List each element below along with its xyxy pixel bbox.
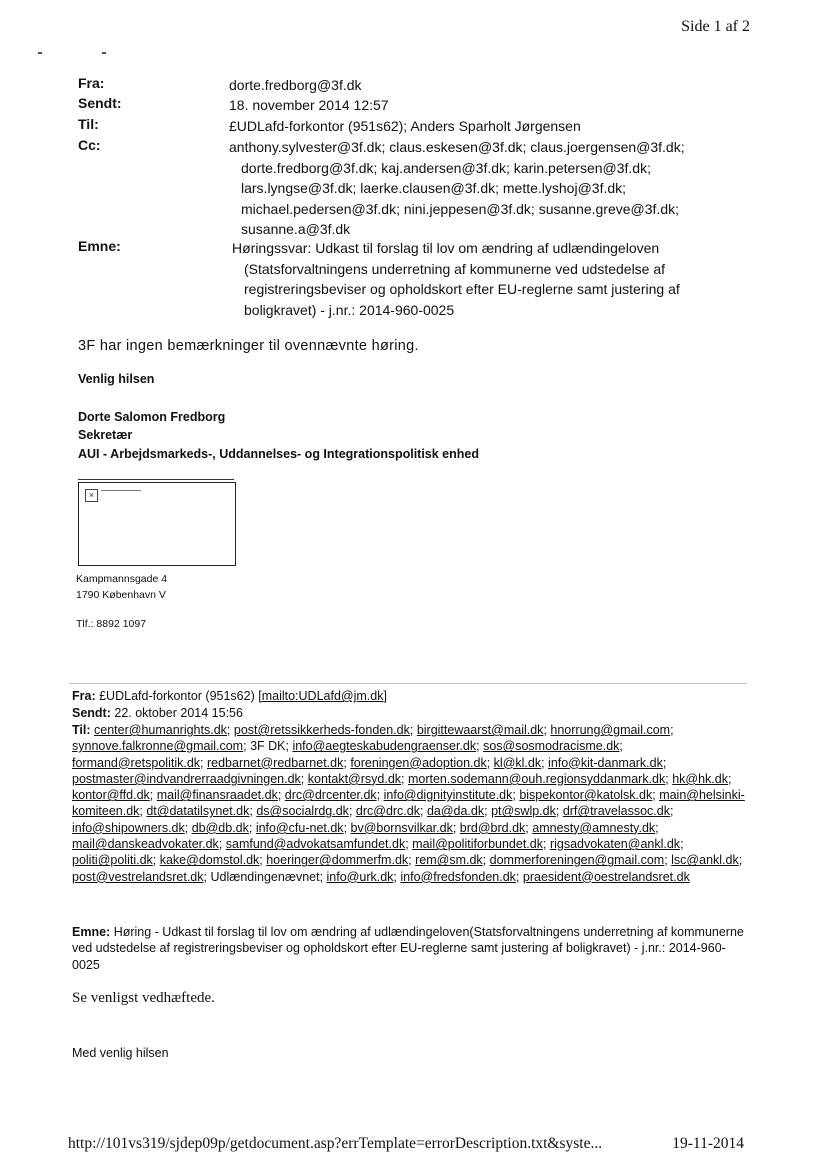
recipient-link[interactable]: rem@sm.dk xyxy=(415,853,483,868)
recipient-link[interactable]: politi@politi.dk xyxy=(72,853,153,868)
recipient-link[interactable]: drc@drc.dk xyxy=(355,804,420,819)
recipient-link[interactable]: post@vestrelandsret.dk xyxy=(72,869,204,884)
from-value: dorte.fredborg@3f.dk xyxy=(229,77,362,93)
recipient-link[interactable]: dt@datatilsynet.dk xyxy=(146,804,250,819)
recipient-link[interactable]: post@retssikkerheds-fonden.dk xyxy=(233,723,410,737)
recipient-link[interactable]: info@cfu-net.dk xyxy=(255,820,344,835)
msg2-from-row xyxy=(72,688,748,704)
recipient-link[interactable]: praesident@oestrelandsret.dk xyxy=(522,869,690,884)
recipient-link[interactable]: amnesty@amnesty.dk xyxy=(532,820,656,835)
message-separator xyxy=(70,683,746,684)
recipient-name: Udlændingenævnet xyxy=(210,869,320,884)
recipient-link[interactable]: bv@bornsvilkar.dk xyxy=(350,820,453,835)
recipient-link[interactable]: mail@finansraadet.dk xyxy=(156,788,278,803)
recipient-link[interactable]: sos@sosmodracisme.dk xyxy=(483,739,620,754)
recipient-link[interactable]: kontakt@rsyd.dk xyxy=(307,771,402,786)
msg2-subject-label: Emne: xyxy=(72,925,111,939)
recipient-link[interactable]: kontor@ffd.dk xyxy=(72,788,150,803)
recipient-link[interactable]: kl@kl.dk xyxy=(493,755,542,770)
recipient-link[interactable]: info@urk.dk xyxy=(326,869,394,884)
recipient-link[interactable]: synnove.falkronne@gmail.com xyxy=(72,739,244,754)
footer-url: http://101vs319/sjdep09p/getdocument.asp?errTemplate=errorDescription.txt&syste... xyxy=(68,1135,603,1152)
msg2-sent-label: Sendt: xyxy=(72,706,111,720)
recipient-name: 3F DK xyxy=(250,739,286,754)
to-value: £UDLafd-forkontor (951s62); Anders Sparholt Jørgensen xyxy=(229,118,581,134)
recipient-link[interactable]: lsc@ankl.dk xyxy=(671,853,739,868)
recipient-link[interactable]: birgittewaarst@mail.dk xyxy=(416,723,544,737)
recipient-link[interactable]: drc@drcenter.dk xyxy=(284,788,377,803)
signature-title: Sekretær xyxy=(78,428,133,442)
msg2-to-label: Til: xyxy=(72,723,91,737)
msg2-greeting: Med venlig hilsen xyxy=(72,1046,169,1060)
msg2-recipients: Til: center@humanrights.dk; post@retssikkerheds-fonden.dk; birgittewaarst@mail.dk; hnorrung@gmail.com; synnove.falkronne@gmail.com; 3F DK; info@aegteskabudengraenser.dk; sos@sosmodracisme.dk; formand@retspolitik.dk; redbarnet@redbarnet.dk; foreningen@adoption.dk; kl@kl.dk; info@kit-danmark.dk; postmaster@indvandrerraadgivningen.dk; kontakt@rsyd.dk; morten.sodemann@ouh.regionsyddanmark.dk; hk@hk.dk; kontor@ffd.dk; mail@finansraadet.dk; drc@drcenter.dk; info@dignityinstitute.dk; bispekontor@katolsk.dk; main@helsinki-komiteen.dk; dt@datatilsynet.dk; ds@socialrdg.dk; drc@drc.dk; da@da.dk; pt@swlp.dk; drf@travelassoc.dk; info@shipowners.dk; db@db.dk; info@cfu-net.dk; bv@bornsvilkar.dk; brd@brd.dk; amnesty@amnesty.dk; mail@danskeadvokater.dk; samfund@advokatsamfundet.dk; mail@politiforbundet.dk; rigsadvokaten@ankl.dk; politi@politi.dk; kake@domstol.dk; hoeringer@dommerfm.dk; rem@sm.dk; dommerforeningen@gmail.com; lsc@ankl.dk; post@vestrelandsret.dk; Udlændingenævnet; info@urk.dk; info@fredsfonden.dk; praesident@oestrelandsret.dk xyxy=(72,723,745,884)
recipient-link[interactable]: main@helsinki-komiteen.dk xyxy=(72,788,745,819)
signature-name: Dorte Salomon Fredborg xyxy=(78,410,226,424)
recipient-link[interactable]: hoeringer@dommerfm.dk xyxy=(266,853,409,868)
cc-label: Cc: xyxy=(78,137,101,153)
recipient-link[interactable]: bispekontor@katolsk.dk xyxy=(519,788,653,803)
logo-image-placeholder xyxy=(78,482,236,566)
recipient-link[interactable]: morten.sodemann@ouh.regionsyddanmark.dk xyxy=(407,771,666,786)
recipient-link[interactable]: kake@domstol.dk xyxy=(159,853,260,868)
msg2-mailto-link[interactable]: [mailto:UDLafd@jm.dk] xyxy=(258,689,387,703)
recipient-link[interactable]: info@shipowners.dk xyxy=(72,820,185,835)
recipient-link[interactable]: ds@socialrdg.dk xyxy=(256,804,349,819)
recipient-link[interactable]: drf@travelassoc.dk xyxy=(562,804,670,819)
recipient-link[interactable]: info@aegteskabudengraenser.dk xyxy=(292,739,477,754)
recipient-link[interactable]: hk@hk.dk xyxy=(672,771,728,786)
msg2-subject-row xyxy=(72,924,748,973)
recipient-link[interactable]: da@da.dk xyxy=(426,804,485,819)
recipient-link[interactable]: mail@danskeadvokater.dk xyxy=(72,837,219,852)
page-number: Side 1 af 2 xyxy=(681,18,750,35)
msg1-greeting: Venlig hilsen xyxy=(78,372,155,386)
signature-divider xyxy=(78,479,234,480)
recipient-link[interactable]: dommerforeningen@gmail.com xyxy=(489,853,665,868)
signature-unit: AUI - Arbejdsmarkeds-, Uddannelses- og Integrationspolitisk enhed xyxy=(78,447,479,461)
broken-image-icon: × xyxy=(85,489,98,502)
msg2-from-label: Fra: xyxy=(72,689,96,703)
address-line-1: Kampmannsgade 4 xyxy=(76,573,168,585)
scan-mark xyxy=(38,52,42,54)
recipient-link[interactable]: hnorrung@gmail.com xyxy=(550,723,671,737)
msg2-body: Se venligst vedhæftede. xyxy=(72,990,215,1006)
recipient-link[interactable]: info@kit-danmark.dk xyxy=(548,755,663,770)
from-label: Fra: xyxy=(78,75,105,91)
recipient-link[interactable]: rigsadvokaten@ankl.dk xyxy=(549,837,681,852)
msg2-subject-value: Høring - Udkast til forslag til lov om ændring af udlændingeloven(Statsforvaltningens underretning af kommunerne ved udstedelse af registreringsbeviser og opholdskort efter EU-reglerne samt justering af boligkravet) - j.nr.: 2014-960-0025 xyxy=(72,925,744,972)
sent-label: Sendt: xyxy=(78,95,122,111)
recipient-link[interactable]: center@humanrights.dk xyxy=(94,723,227,737)
recipient-link[interactable]: formand@retspolitik.dk xyxy=(72,755,201,770)
recipient-link[interactable]: info@fredsfonden.dk xyxy=(400,869,516,884)
cc-value: anthony.sylvester@3f.dk; claus.eskesen@3f.dk; claus.joergensen@3f.dk; dorte.fredborg@3f.dk; kaj.andersen@3f.dk; karin.petersen@3f.dk; lars.lyngse@3f.dk; laerke.clausen@3f.dk; mette.lyshoj@3f.dk; michael.pedersen@3f.dk; nini.jeppesen@3f.dk; susanne.greve@3f.dk; susanne.a@3f.dk xyxy=(229,139,685,237)
recipient-link[interactable]: info@dignityinstitute.dk xyxy=(383,788,513,803)
recipient-link[interactable]: redbarnet@redbarnet.dk xyxy=(206,755,344,770)
address-line-2: 1790 København V xyxy=(76,589,166,601)
phone: Tlf.: 8892 1097 xyxy=(76,618,147,630)
recipient-link[interactable]: samfund@advokatsamfundet.dk xyxy=(225,837,406,852)
msg2-sent-row xyxy=(72,705,748,721)
msg1-body: 3F har ingen bemærkninger til ovennævnte høring. xyxy=(78,338,419,354)
sent-value: 18. november 2014 12:57 xyxy=(229,97,389,113)
recipient-link[interactable]: postmaster@indvandrerraadgivningen.dk xyxy=(72,771,301,786)
subject-label: Emne: xyxy=(78,238,121,254)
recipient-link[interactable]: mail@politiforbundet.dk xyxy=(412,837,543,852)
footer-date: 19-11-2014 xyxy=(672,1135,744,1152)
recipient-link[interactable]: db@db.dk xyxy=(191,820,249,835)
image-top-line xyxy=(101,490,141,491)
recipient-link[interactable]: brd@brd.dk xyxy=(459,820,526,835)
msg2-from-value: £UDLafd-forkontor (951s62) xyxy=(99,689,255,703)
recipient-link[interactable]: foreningen@adoption.dk xyxy=(350,755,487,770)
to-label: Til: xyxy=(78,116,99,132)
subject-value: Høringssvar: Udkast til forslag til lov om ændring af udlændingeloven (Statsforvaltningens underretning af kommunerne ved udstedelse af registreringsbeviser og opholdskort efter EU-reglerne samt justering af boligkravet) - j.nr.: 2014-960-0025 xyxy=(232,240,680,318)
scan-mark xyxy=(102,52,106,54)
msg2-sent-value: 22. oktober 2014 15:56 xyxy=(114,706,243,720)
recipient-link[interactable]: pt@swlp.dk xyxy=(491,804,556,819)
